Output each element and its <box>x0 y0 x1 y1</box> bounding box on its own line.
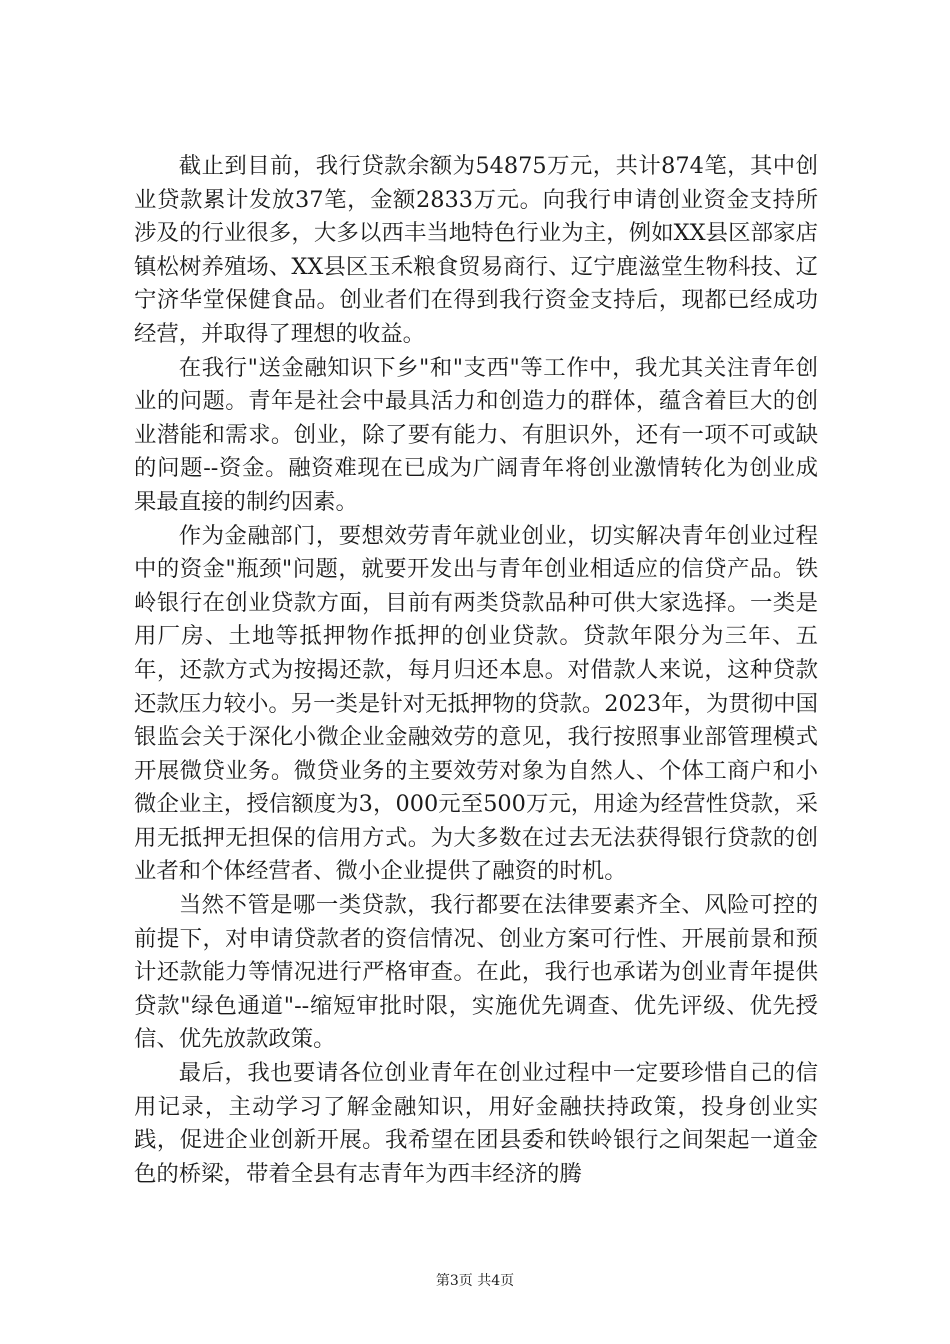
paragraph-3: 作为金融部门，要想效劳青年就业创业，切实解决青年创业过程中的资金"瓶颈"问题，就要开发出与青年创业相适应的信贷产品。铁岭银行在创业贷款方面，目前有两类贷款品种可供大家选择。一类是用厂房、土地等抵押物作抵押的创业贷款。贷款年限分为三年、五年，还款方式为按揭还款，每月归还本息。对借款人来说，这种贷款还款压力较小。另一类是针对无抵押物的贷款。2023年，为贯彻中国银监会关于深化小微企业金融效劳的意见，我行按照事业部管理模式开展微贷业务。微贷业务的主要效劳对象为自然人、个体工商户和小微企业主，授信额度为3，000元至500万元，用途为经营性贷款，采用无抵押无担保的信用方式。为大多数在过去无法获得银行贷款的创业者和个体经营者、微小企业提供了融资的时机。 <box>134 522 818 885</box>
document-body <box>134 150 818 1191</box>
paragraph-2: 在我行"送金融知识下乡"和"支西"等工作中，我尤其关注青年创业的问题。青年是社会中最具活力和创造力的群体，蕴含着巨大的创业潜能和需求。创业，除了要有能力、有胆识外，还有一项不可或缺的问题--资金。融资难现在已成为广阔青年将创业激情转化为创业成果最直接的制约因素。 <box>134 354 818 515</box>
page-number-footer: 第3页 共4页 <box>435 1273 515 1289</box>
paragraph-1: 截止到目前，我行贷款余额为54875万元，共计874笔，其中创业贷款累计发放37笔，金额2833万元。向我行申请创业资金支持所涉及的行业很多，大多以西丰当地特色行业为主，例如XX县区部家店镇松树养殖场、XX县区玉禾粮食贸易商行、辽宁鹿滋堂生物科技、辽宁济华堂保健食品。创业者们在得到我行资金支持后，现都已经成功经营，并取得了理想的收益。 <box>134 153 818 347</box>
paragraph-4: 当然不管是哪一类贷款，我行都要在法律要素齐全、风险可控的前提下，对申请贷款者的资信情况、创业方案可行性、开展前景和预计还款能力等情况进行严格审查。在此，我行也承诺为创业青年提供贷款"绿色通道"--缩短审批时限，实施优先调查、优先评级、优先授信、优先放款政策。 <box>134 892 818 1053</box>
paragraph-5: 最后，我也要请各位创业青年在创业过程中一定要珍惜自己的信用记录，主动学习了解金融知识，用好金融扶持政策，投身创业实践，促进企业创新开展。我希望在团县委和铁岭银行之间架起一道金色的桥梁，带着全县有志青年为西丰经济的腾 <box>134 1060 818 1187</box>
